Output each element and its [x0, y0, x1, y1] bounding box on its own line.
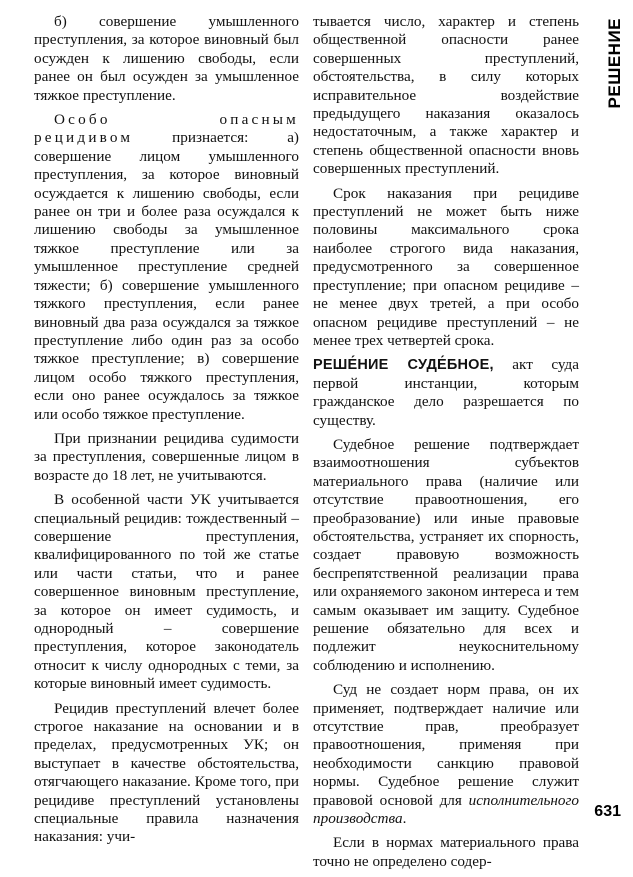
- right-column: [313, 13, 579, 877]
- paragraph: При признании рецидива судимости за преступления, совершенные лицом в возрасте до 18 лет, не учитываются.: [34, 429, 299, 484]
- entry-definition: акт суда первой инстанции, которым гражданское дело разрешается по существу.: [313, 356, 580, 429]
- paragraph: В особенной части УК учитывается специальный рецидив: тождественный – совершение преступления, квалифицированного по той же статье или части статьи, что и ранее совершенное виновным преступление, за которое он имеет судимость, и однородный – совершение преступления, которое законодатель относит к числу однородных с теми, за которые виновный имеет судимость.: [34, 491, 299, 693]
- paragraph-text: признается: а) совершение лицом умышленного преступления, за которое виновный осуждается к лишению свободы, если ранее он три и более раза осуждался к лишению свободы за умышленное тяжкое преступление или за умышленное преступление средней тяжести; б) совершение умышленного тяжкого преступления, если ранее виновный два раза осуждался за тяжкое преступление либо один раз за особо тяжкое преступление; в) совершение лицом особо тяжкого преступления, если оно ранее осуждалось за тяжкое или особо тяжкое преступление.: [34, 129, 299, 423]
- running-head: РЕШЕНИЕ: [605, 18, 624, 109]
- paragraph-text: Суд не создает норм права, он их применяет, подтверждает наличие или отсутствие прав, преобразует правоотношения, применяя при необходимости санкцию правовой нормы. Судебное решение служит правовой основой для: [313, 681, 579, 809]
- dictionary-entry: [313, 356, 579, 430]
- paragraph: Судебное решение подтверждает взаимоотношения субъектов материального права (наличие или отсутствие правоотношения, его преобразование) или иные правовые обстоятельства, устраняет их спорность, создает правовую возможность беспрепятственной реализации права или охраняемого законом интереса и тем самым оказывает им защиту. Судебное решение обязательно для всех и подлежит неукоснительному соблюдению и исполнению.: [313, 435, 579, 674]
- paragraph: Рецидив преступлений влечет более строгое наказание на основании и в пределах, предусмотренных УК; он выступает в качестве обстоятельства, отягчающего наказание. Кроме того, при рецидиве преступлений установлены специальные правила назначения наказания: учи-: [34, 699, 299, 846]
- left-column: [34, 13, 299, 853]
- paragraph-particularly-dangerous-recidivism: [34, 111, 299, 424]
- entry-heading: РЕШЕ́НИЕ СУДЕ́БНОЕ,: [313, 357, 494, 374]
- defined-term: Особо опасным рецидивом: [34, 111, 299, 147]
- paragraph: [313, 681, 579, 828]
- paragraph-continued: тывается число, характер и степень общественной опасности ранее совершенных преступлений, обстоятельства, в силу которых исправительное воздействие предыдущего наказания оказалось недостаточным, а также характер и степень общественной опасности вновь совершенных преступлений.: [313, 13, 579, 178]
- paragraph: б) совершение умышленного преступления, за которое виновный был осужден к лишению свободы, если ранее он был осужден за умышленное тяжкое преступление.: [34, 13, 299, 104]
- page-number: 631: [594, 803, 621, 820]
- paragraph: Если в нормах материального права точно не определено содер-: [313, 834, 579, 870]
- cross-reference: исполнительного производства: [313, 791, 579, 828]
- paragraph-end: .: [402, 810, 407, 828]
- paragraph: Срок наказания при рецидиве преступлений не может быть ниже половины максимального срока наиболее строгого вида наказания, предусмотренного за совершенное преступление; при опасном рецидиве – не менее двух третей, а при особо опасном рецидиве преступлений – не менее трех четвертей срока.: [313, 184, 579, 349]
